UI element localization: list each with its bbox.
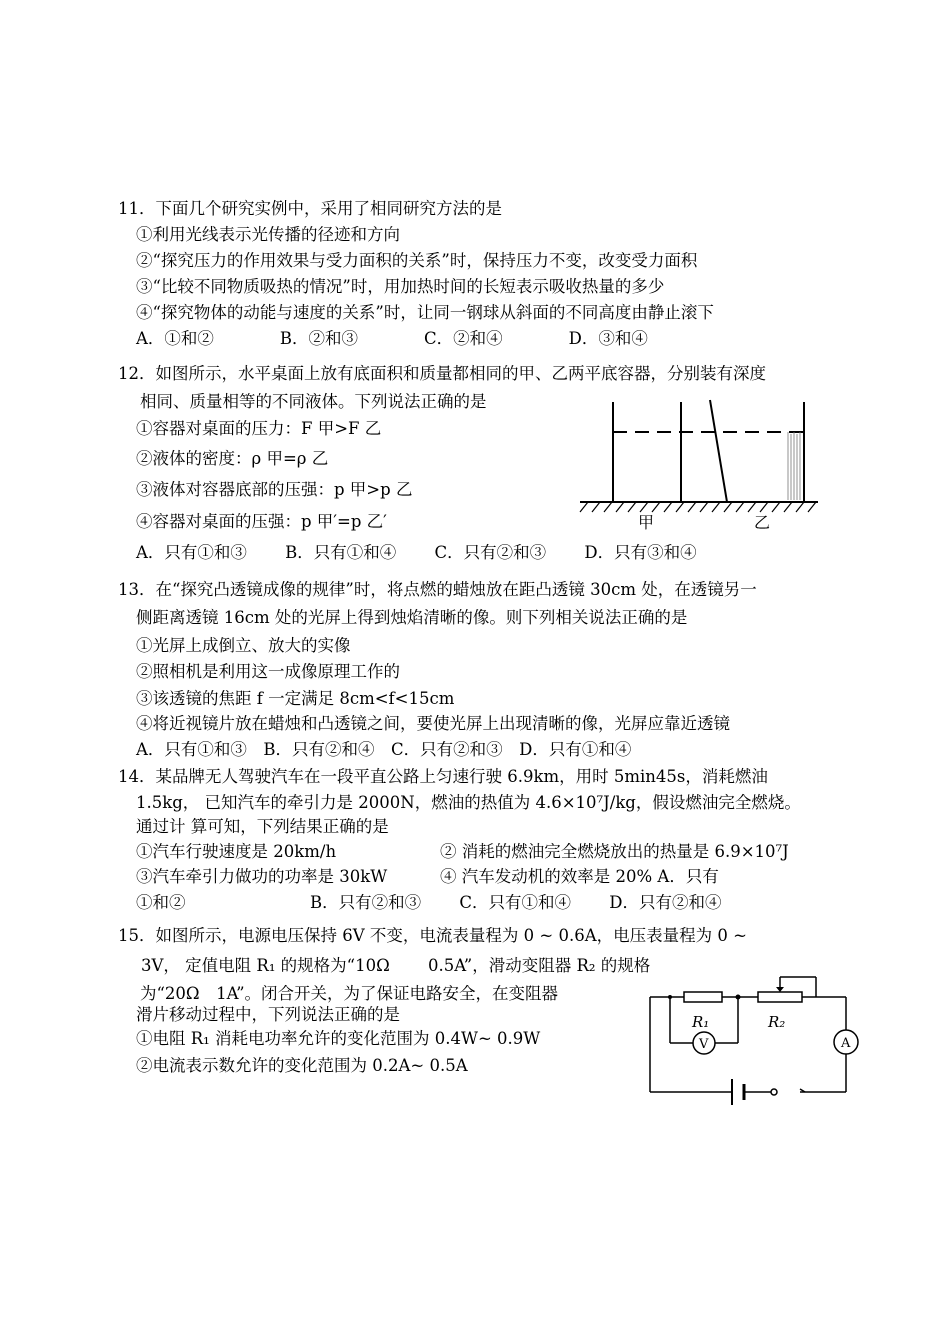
q13-stem-line1: 13．在“探究凸透镜成像的规律”时，将点燃的蜡烛放在距凸透镜 30cm 处，在透镜另一: [118, 580, 757, 599]
junction-dot: [736, 995, 741, 1000]
battery: [732, 1079, 744, 1105]
q14-statement-2: ② 消耗的燃油完全燃烧放出的热量是 6.9×10⁷J: [440, 842, 789, 861]
q14-statement-1: ①汽车行驶速度是 20km/h: [136, 842, 337, 861]
q11-statement-4: ④“探究物体的动能与速度的关系”时，让同一钢球从斜面的不同高度由静止滚下: [136, 303, 714, 322]
q14-statement-3: ③汽车牵引力做功的功率是 30kW: [136, 867, 388, 886]
q11-options: A．①和② B．②和③ C．②和④ D．③和④: [136, 329, 648, 348]
q14-stem-line2: 1.5kg， 已知汽车的牵引力是 2000N，燃油的热值为 4.6×10⁷J/kg，假设燃油完全燃烧。: [136, 793, 801, 812]
q15-stem-line1: 15．如图所示，电源电压保持 6V 不变，电流表量程为 0 ~ 0.6A，电压表量程为 0 ~: [118, 926, 747, 945]
q15-stem-line4: 滑片移动过程中，下列说法正确的是: [136, 1005, 400, 1024]
circuit-figure: [640, 975, 870, 1115]
q15-stem-line2: 3V， 定值电阻 R₁ 的规格为“10Ω 0.5A”，滑动变阻器 R₂ 的规格: [141, 956, 651, 975]
label-yi: 乙: [754, 513, 771, 532]
q15-statement-2: ②电流表示数允许的变化范围为 0.2A~ 0.5A: [136, 1056, 468, 1075]
label-r1: R₁: [692, 1013, 710, 1031]
switch-contact: [771, 1089, 777, 1095]
q13-options: A．只有①和③ B．只有②和④ C．只有②和③ D．只有①和④: [136, 740, 632, 759]
q14-statement-4-option-a: ④ 汽车发动机的效率是 20% A．只有: [440, 867, 719, 886]
q11-statement-3: ③“比较不同物质吸热的情况”时，用加热时间的长短表示吸收热量的多少: [136, 277, 665, 296]
q12-statement-4: ④容器对桌面的压强：p 甲′=p 乙′: [136, 512, 387, 531]
resistor-r2: [758, 992, 802, 1002]
q13-statement-1: ①光屏上成倒立、放大的实像: [136, 636, 351, 655]
q11-statement-1: ①利用光线表示光传播的径迹和方向: [136, 225, 400, 244]
q13-statement-2: ②照相机是利用这一成像原理工作的: [136, 662, 400, 681]
label-voltmeter: V: [699, 1037, 709, 1052]
liquid-texture: [788, 432, 800, 500]
table-hatching: [580, 502, 816, 512]
q14-stem-line3: 通过计 算可知，下列结果正确的是: [136, 817, 389, 836]
q14-option-a-cont: ①和②: [136, 893, 186, 912]
q12-options: A．只有①和③ B．只有①和④ C．只有②和③ D．只有③和④: [136, 543, 697, 562]
containers-figure: [570, 396, 830, 536]
q11-statement-2: ②“探究压力的作用效果与受力面积的关系”时，保持压力不变，改变受力面积: [136, 251, 698, 270]
label-r2: R₂: [768, 1013, 786, 1031]
q15-stem-line3: 为“20Ω 1A”。闭合开关，为了保证电路安全，在变阻器: [140, 984, 559, 1003]
q12-statement-2: ②液体的密度：ρ 甲=ρ 乙: [136, 449, 329, 468]
q15-statement-1: ①电阻 R₁ 消耗电功率允许的变化范围为 0.4W~ 0.9W: [136, 1029, 541, 1048]
label-ammeter: A: [841, 1036, 851, 1051]
q14-options-rest: B．只有②和③ C．只有①和④ D．只有②和④: [310, 893, 722, 912]
q13-statement-3: ③该透镜的焦距 f 一定满足 8cm<f<15cm: [136, 689, 455, 708]
q13-statement-4: ④将近视镜片放在蜡烛和凸透镜之间，要使光屏上出现清晰的像，光屏应靠近透镜: [136, 714, 730, 733]
q12-stem-line2: 相同、质量相等的不同液体。下列说法正确的是: [140, 392, 487, 411]
label-jia: 甲: [638, 513, 655, 532]
q13-stem-line2: 侧距离透镜 16cm 处的光屏上得到烛焰清晰的像。则下列相关说法正确的是: [136, 608, 688, 627]
q12-statement-3: ③液体对容器底部的压强：p 甲>p 乙: [136, 480, 413, 499]
q14-stem-line1: 14．某品牌无人驾驶汽车在一段平直公路上匀速行驶 6.9km，用时 5min45s，消耗燃油: [118, 767, 768, 786]
q12-statement-1: ①容器对桌面的压力：F 甲>F 乙: [136, 419, 382, 438]
q11-stem: 11．下面几个研究实例中，采用了相同研究方法的是: [118, 199, 502, 218]
resistor-r1: [684, 992, 722, 1002]
junction-dot-left: [668, 995, 672, 999]
q12-stem-line1: 12．如图所示，水平桌面上放有底面积和质量都相同的甲、乙两平底容器，分别装有深度: [118, 364, 766, 383]
container-yi-slanted-wall: [710, 400, 727, 502]
